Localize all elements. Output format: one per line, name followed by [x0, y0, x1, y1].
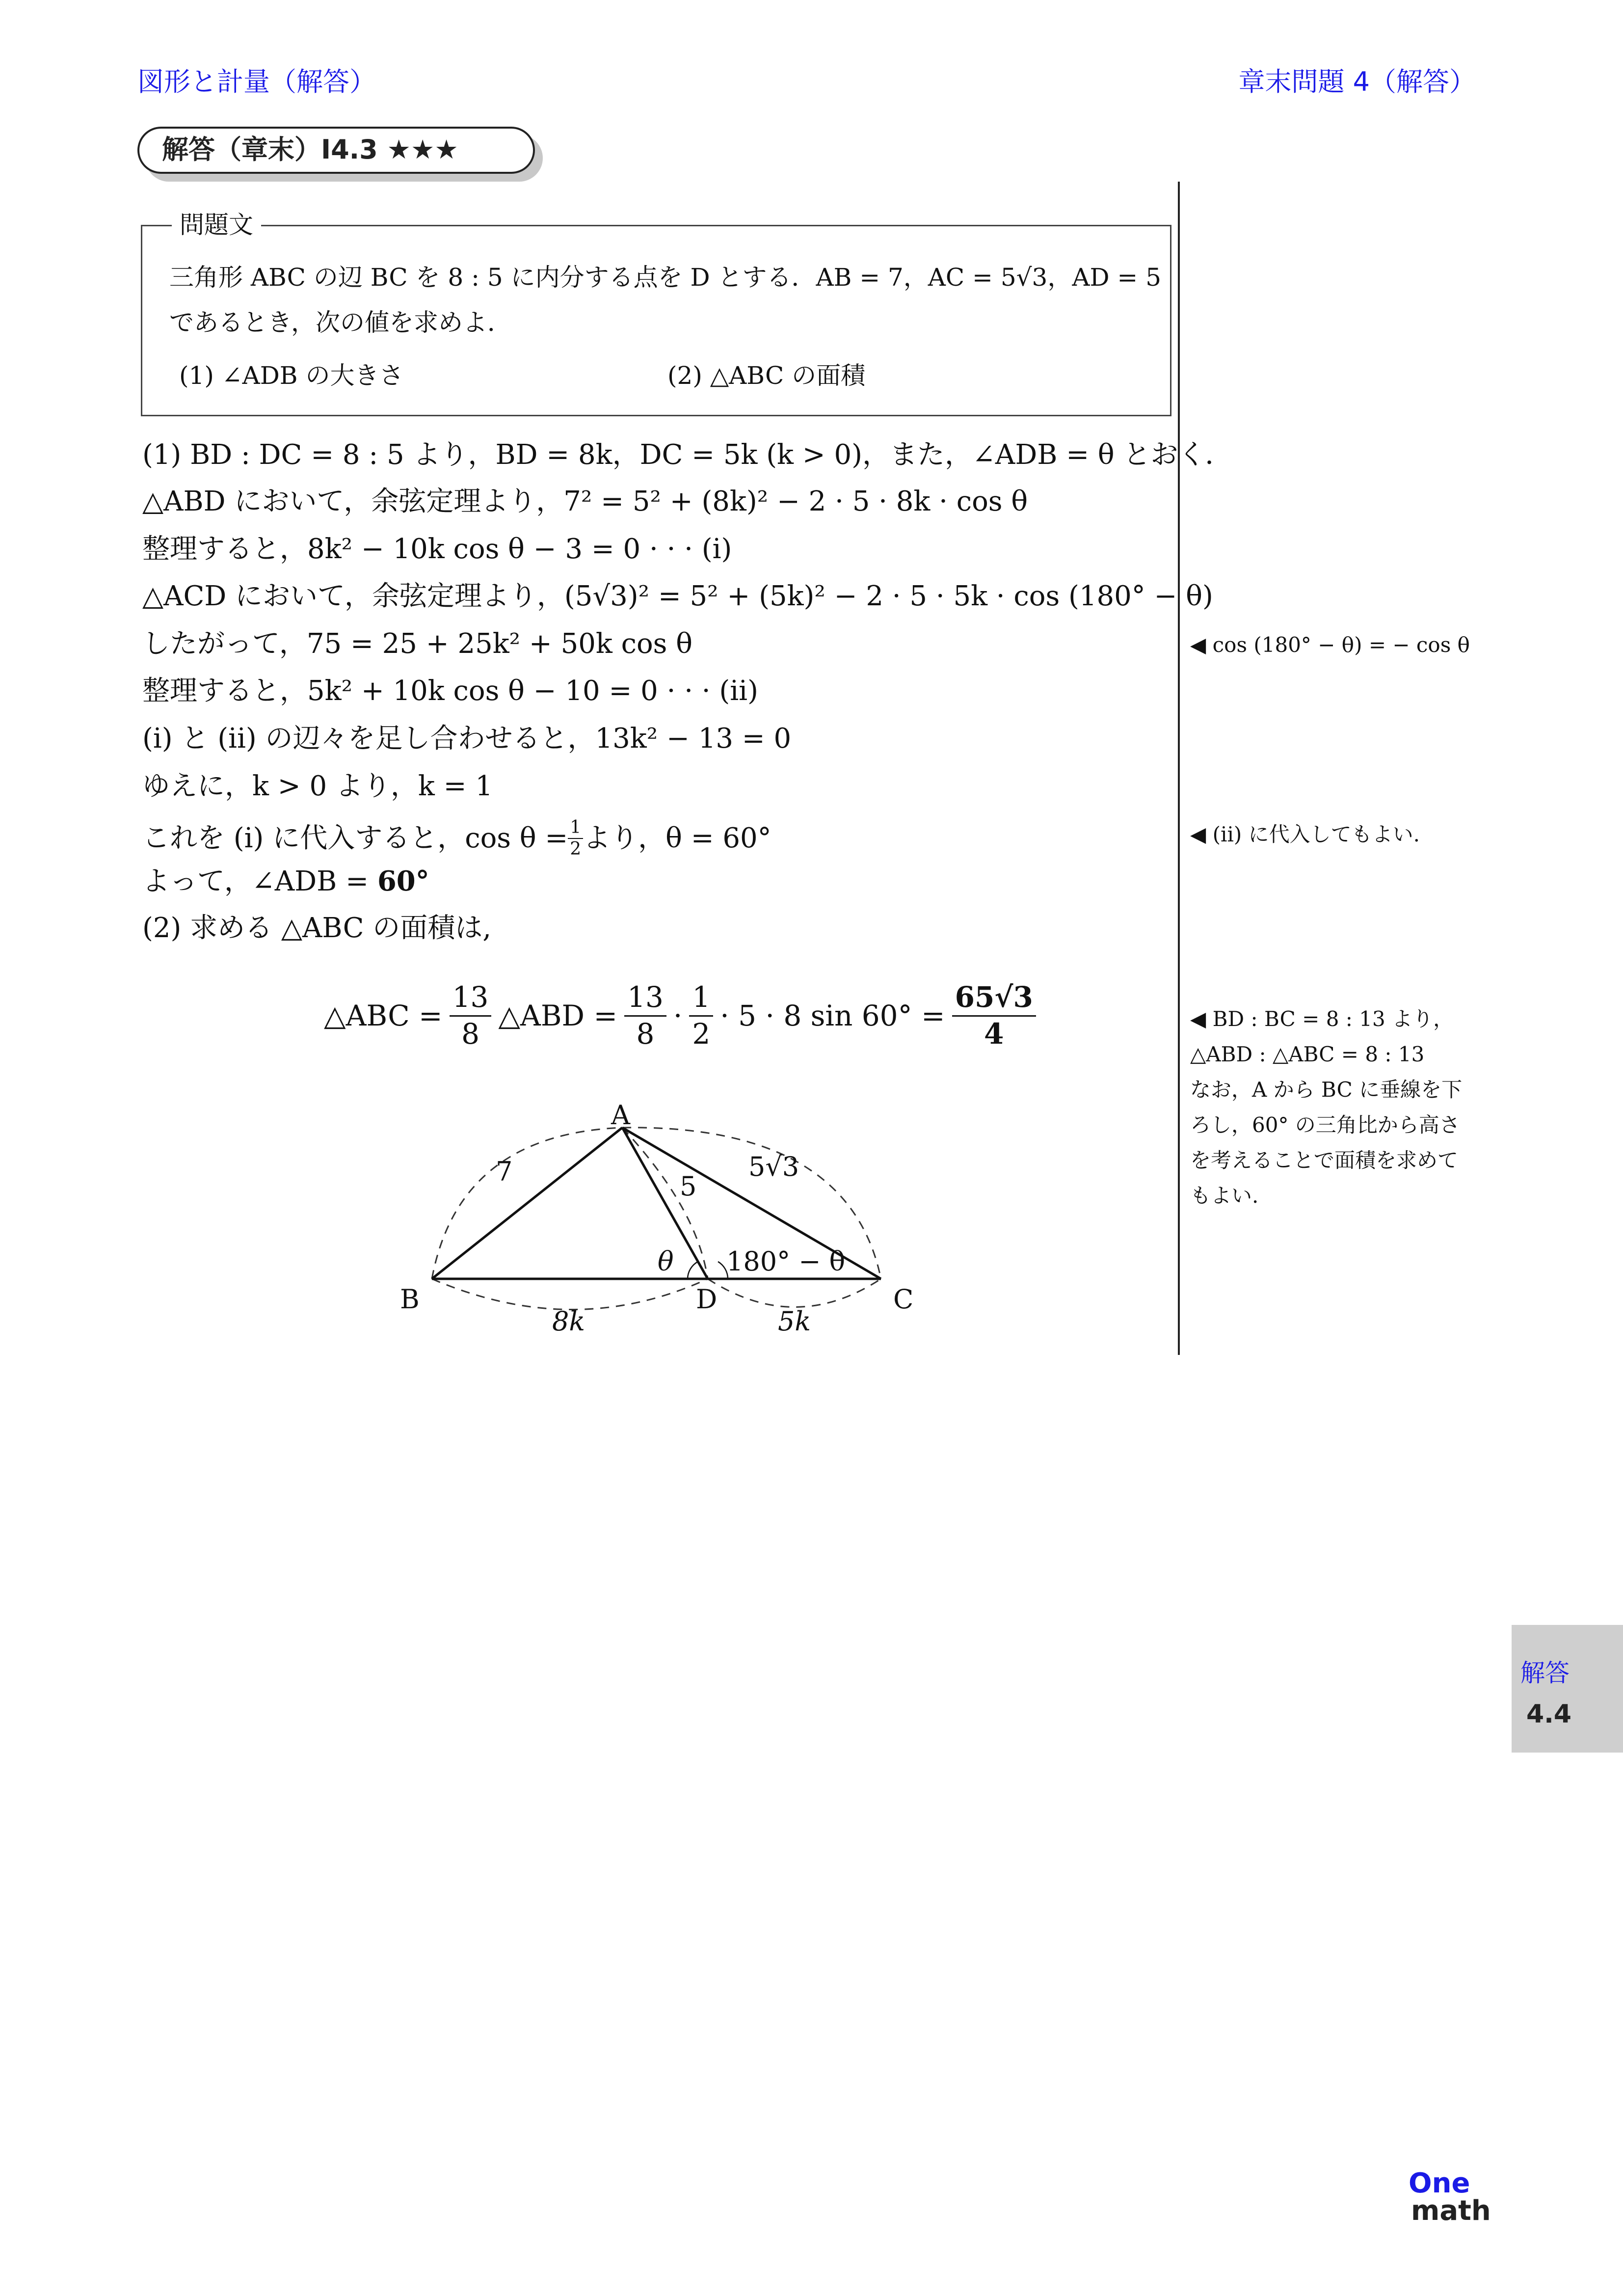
header-left-title: 図形と計量（解答）	[137, 66, 376, 97]
eq-mid-2: ·	[673, 999, 683, 1033]
side-note-3-line: ろし，60° の三角比から高さ	[1190, 1113, 1460, 1137]
solution-line-4: △ACD において，余弦定理より，(5√3)² = 5² + (5k)² − 2 · 5 · 5k · cos (180° − θ)	[142, 580, 1213, 612]
eq-ans-den: 4	[984, 1017, 1004, 1051]
half-num: 1	[568, 818, 583, 839]
eq-f1-den: 8	[461, 1017, 479, 1051]
eq-fraction-3	[689, 982, 713, 1050]
logo-math: math	[1411, 2195, 1491, 2227]
header-right-title: 章末問題 4（解答）	[1238, 66, 1476, 97]
angle-theta-arc	[688, 1262, 698, 1279]
label-side-AC: 5√3	[748, 1151, 799, 1182]
chapter-tab	[1512, 1625, 1623, 1753]
label-side-DC: 5k	[778, 1306, 811, 1337]
solution-line-5: したがって，75 = 25 + 25k² + 50k cos θ	[142, 628, 692, 660]
solution-line-6: 整理すると，5k² + 10k cos θ − 10 = 0 · · · (ii)	[142, 675, 758, 707]
side-note-3-line: もよい.	[1190, 1184, 1259, 1208]
side-note-3-line: ◀ BD : BC = 8 : 13 より，	[1190, 1007, 1454, 1031]
eq-lhs: △ABC =	[324, 999, 443, 1033]
chapter-tab-label: 解答	[1520, 1659, 1570, 1687]
solution-line-2: △ABD において，余弦定理より，7² = 5² + (8k)² − 2 · 5 · 8k · cos θ	[142, 486, 1028, 517]
eq-answer	[952, 982, 1036, 1050]
label-vertex-A: A	[611, 1100, 630, 1131]
side-note-1: ◀ cos (180° − θ) = − cos θ	[1190, 633, 1470, 657]
label-angle-supp: 180° − θ	[726, 1246, 846, 1277]
eq-f1-num: 13	[450, 982, 492, 1017]
side-note-3-line: なお，A から BC に垂線を下	[1190, 1078, 1463, 1102]
label-side-AD: 5	[680, 1171, 697, 1202]
solution-line-10-a: よって，∠ADB =	[142, 865, 377, 897]
side-note-3	[1190, 1001, 1462, 1214]
side-note-2: ◀ (ii) に代入してもよい.	[1190, 822, 1420, 846]
area-equation	[324, 982, 1036, 1050]
solution-line-1: (1) BD : DC = 8 : 5 より，BD = 8k，DC = 5k (k > 0)，また，∠ADB = θ とおく．	[142, 439, 1233, 471]
solution-line-3: 整理すると，8k² − 10k cos θ − 3 = 0 · · · (i)	[142, 533, 732, 565]
solution-line-9-b: より，θ = 60°	[583, 822, 772, 854]
label-vertex-C: C	[893, 1284, 914, 1315]
eq-fraction-2	[624, 982, 666, 1050]
eq-f3-num: 1	[689, 982, 713, 1017]
label-vertex-B: B	[400, 1284, 420, 1315]
triangle-diagram	[383, 1080, 962, 1355]
solution-line-7: (i) と (ii) の辺々を足し合わせると，13k² − 13 = 0	[142, 723, 792, 755]
solution-line-9-a: これを (i) に代入すると，cos θ =	[142, 822, 568, 854]
eq-mid-3: · 5 · 8 sin 60° =	[720, 999, 945, 1033]
margin-divider	[1178, 182, 1180, 1355]
eq-fraction-1	[450, 982, 492, 1050]
half-den: 2	[570, 838, 582, 859]
problem-label: 問題文	[172, 211, 261, 239]
problem-line-1: 三角形 ABC の辺 BC を 8 : 5 に内分する点を D とする．AB = 7，AC = 5√3，AD = 5	[169, 263, 1162, 292]
solution-line-10	[142, 865, 429, 897]
arc-DC	[708, 1279, 881, 1307]
eq-ans-num: 65√3	[952, 982, 1036, 1017]
problem-question-2: (2) △ABC の面積	[667, 361, 866, 390]
eq-f2-den: 8	[636, 1017, 655, 1051]
half-fraction	[568, 818, 583, 859]
answer-angle: 60°	[377, 865, 429, 897]
solution-line-9	[142, 818, 772, 859]
section-title: 解答（章末）I4.3 ★★★	[162, 134, 458, 165]
problem-line-2: であるとき，次の値を求めよ．	[169, 308, 512, 337]
eq-f3-den: 2	[692, 1017, 711, 1051]
eq-mid-1: △ABD =	[498, 999, 618, 1033]
solution-line-8: ゆえに，k > 0 より，k = 1	[142, 770, 493, 802]
side-note-3-line: を考えることで面積を求めて	[1190, 1148, 1459, 1172]
arc-BD	[432, 1279, 708, 1310]
chapter-tab-number: 4.4	[1526, 1700, 1572, 1729]
label-vertex-D: D	[696, 1284, 718, 1315]
logo-one: One	[1409, 2167, 1470, 2199]
side-note-3-line: △ABD : △ABC = 8 : 13	[1190, 1042, 1425, 1066]
label-angle-theta: θ	[658, 1246, 674, 1277]
problem-question-1: (1) ∠ADB の大きさ	[179, 361, 404, 390]
solution-line-11: (2) 求める △ABC の面積は,	[142, 912, 492, 944]
label-side-AB: 7	[496, 1156, 513, 1187]
eq-f2-num: 13	[624, 982, 666, 1017]
label-side-BD: 8k	[552, 1306, 585, 1337]
